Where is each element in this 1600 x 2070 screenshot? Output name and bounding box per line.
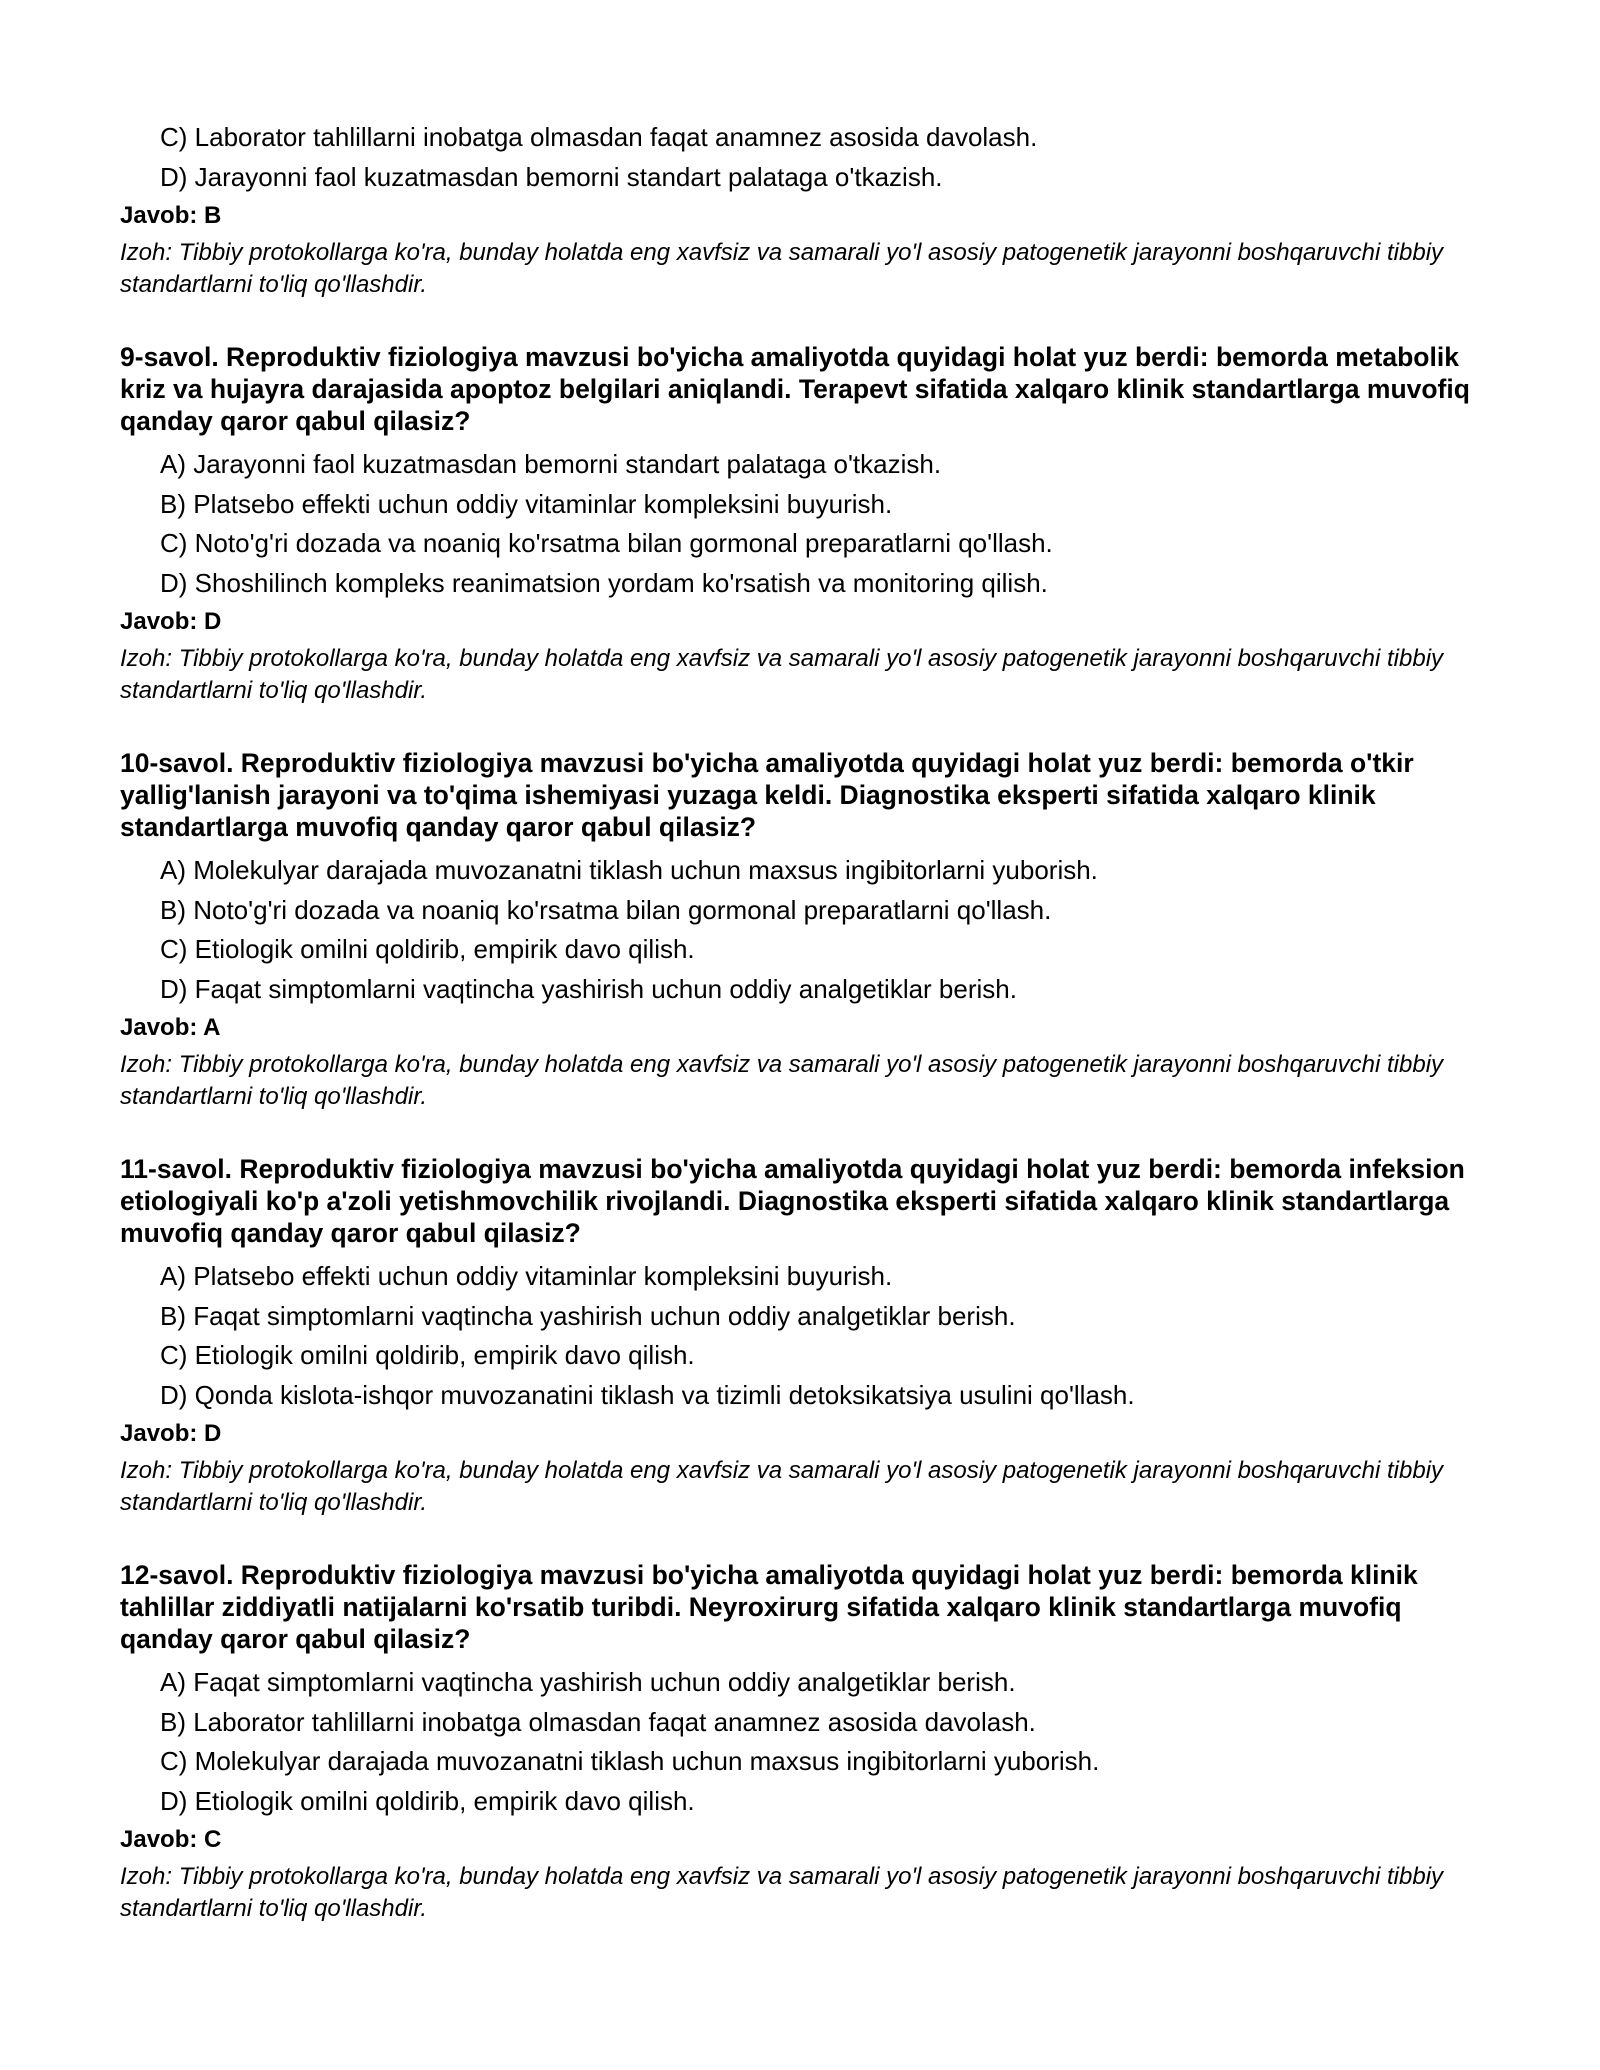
explanation-note: Izoh: Tibbiy protokollarga ko'ra, bunday holatda eng xavfsiz va samarali yo'l asosiy patogenetik jarayonni boshqaruvchi tibbiy standartlarni to'liq qo'llashdir. xyxy=(120,1457,1444,1516)
answer-label: Javob: D xyxy=(120,608,222,635)
option-b: B) Platsebo effekti uchun oddiy vitaminlar kompleksini buyurish. xyxy=(160,488,893,519)
question-12 xyxy=(120,1559,1500,1925)
option-d: D) Shoshilinch kompleks reanimatsion yordam ko'rsatish va monitoring qilish. xyxy=(160,567,1048,598)
option-d: D) Jarayonni faol kuzatmasdan bemorni standart palataga o'tkazish. xyxy=(160,161,943,192)
question-8-continuation xyxy=(120,118,1500,301)
options-list xyxy=(120,118,1500,197)
explanation-note: Izoh: Tibbiy protokollarga ko'ra, bunday holatda eng xavfsiz va samarali yo'l asosiy patogenetik jarayonni boshqaruvchi tibbiy standartlarni to'liq qo'llashdir. xyxy=(120,239,1444,298)
option-c: C) Molekulyar darajada muvozanatni tiklash uchun maxsus ingibitorlarni yuborish. xyxy=(160,1746,1100,1776)
options-list xyxy=(120,851,1500,1009)
question-text: 10-savol. Reproduktiv fiziologiya mavzusi bo'yicha amaliyotda quyidagi holat yuz berdi: bemorda o'tkir yallig'lanish jarayoni va to'qima ishemiyasi yuzaga keldi. Diagnostika eksperti sifatida xalqaro klinik standartlarga muvofiq qanday qaror qabul qilasiz? xyxy=(120,748,1414,842)
question-10 xyxy=(120,747,1500,1113)
options-list xyxy=(120,1257,1500,1415)
question-9 xyxy=(120,341,1500,707)
option-b: B) Noto'g'ri dozada va noaniq ko'rsatma bilan gormonal preparatlarni qo'llash. xyxy=(160,894,1052,925)
explanation-note: Izoh: Tibbiy protokollarga ko'ra, bunday holatda eng xavfsiz va samarali yo'l asosiy patogenetik jarayonni boshqaruvchi tibbiy standartlarni to'liq qo'llashdir. xyxy=(120,645,1444,704)
question-text: 12-savol. Reproduktiv fiziologiya mavzusi bo'yicha amaliyotda quyidagi holat yuz berdi: bemorda klinik tahlillar ziddiyatli natijalarni ko'rsatib turibdi. Neyroxirurg sifatida xalqaro klinik standartlarga muvofiq qanday qaror qabul qilasiz? xyxy=(120,1560,1418,1654)
option-c: C) Etiologik omilni qoldirib, empirik davo qilish. xyxy=(160,1340,695,1370)
option-a: A) Faqat simptomlarni vaqtincha yashirish uchun oddiy analgetiklar berish. xyxy=(160,1667,1016,1697)
option-c: C) Noto'g'ri dozada va noaniq ko'rsatma bilan gormonal preparatlarni qo'llash. xyxy=(160,528,1053,558)
answer-label: Javob: B xyxy=(120,202,222,229)
answer-label: Javob: A xyxy=(120,1014,221,1041)
option-a: A) Molekulyar darajada muvozanatni tiklash uchun maxsus ingibitorlarni yuborish. xyxy=(160,855,1098,885)
answer-label: Javob: C xyxy=(120,1826,222,1853)
answer-label: Javob: D xyxy=(120,1420,222,1447)
option-d: D) Faqat simptomlarni vaqtincha yashirish uchun oddiy analgetiklar berish. xyxy=(160,973,1017,1004)
option-b: B) Laborator tahlillarni inobatga olmasdan faqat anamnez asosida davolash. xyxy=(160,1706,1036,1737)
option-b: B) Faqat simptomlarni vaqtincha yashirish uchun oddiy analgetiklar berish. xyxy=(160,1300,1016,1331)
option-d: D) Qonda kislota-ishqor muvozanatini tiklash va tizimli detoksikatsiya usulini qo'llash. xyxy=(160,1379,1135,1410)
options-list xyxy=(120,1663,1500,1821)
explanation-note: Izoh: Tibbiy protokollarga ko'ra, bunday holatda eng xavfsiz va samarali yo'l asosiy patogenetik jarayonni boshqaruvchi tibbiy standartlarni to'liq qo'llashdir. xyxy=(120,1863,1444,1922)
explanation-note: Izoh: Tibbiy protokollarga ko'ra, bunday holatda eng xavfsiz va samarali yo'l asosiy patogenetik jarayonni boshqaruvchi tibbiy standartlarni to'liq qo'llashdir. xyxy=(120,1051,1444,1110)
question-11 xyxy=(120,1153,1500,1519)
question-text: 9-savol. Reproduktiv fiziologiya mavzusi bo'yicha amaliyotda quyidagi holat yuz berdi: bemorda metabolik kriz va hujayra darajasida apoptoz belgilari aniqlandi. Terapevt sifatida xalqaro klinik standartlarga muvofiq qanday qaror qabul qilasiz? xyxy=(120,342,1470,436)
option-a: A) Platsebo effekti uchun oddiy vitaminlar kompleksini buyurish. xyxy=(160,1261,893,1291)
option-d: D) Etiologik omilni qoldirib, empirik davo qilish. xyxy=(160,1785,695,1816)
question-text: 11-savol. Reproduktiv fiziologiya mavzusi bo'yicha amaliyotda quyidagi holat yuz berdi: bemorda infeksion etiologiyali ko'p a'zoli yetishmovchilik rivojlandi. Diagnostika eksperti sifatida xalqaro klinik standartlarga muvofiq qanday qaror qabul qilasiz? xyxy=(120,1154,1465,1248)
option-a: A) Jarayonni faol kuzatmasdan bemorni standart palataga o'tkazish. xyxy=(160,449,942,479)
options-list xyxy=(120,445,1500,603)
option-c: C) Laborator tahlillarni inobatga olmasdan faqat anamnez asosida davolash. xyxy=(160,122,1038,152)
document-page xyxy=(120,118,1500,1925)
option-c: C) Etiologik omilni qoldirib, empirik davo qilish. xyxy=(160,934,695,964)
